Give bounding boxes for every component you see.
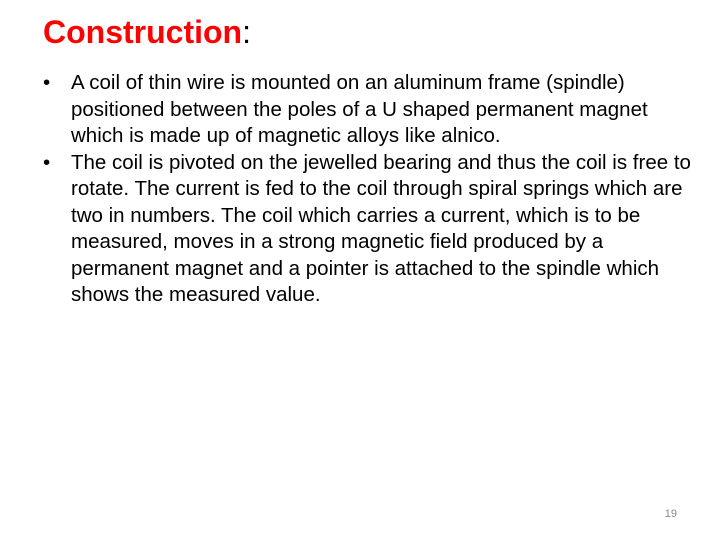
slide-title-colon: : — [242, 14, 251, 50]
bullet-text: A coil of thin wire is mounted on an aluminum frame (spindle) positioned between the poles of a U shaped permanent magnet which is made up of magnetic alloys like alnico. — [71, 71, 648, 147]
page-number: 19 — [664, 508, 677, 520]
bullet-item — [43, 150, 693, 309]
slide-title-text: Construction — [43, 14, 243, 50]
bullet-marker: • — [43, 71, 51, 94]
bullet-list — [43, 70, 693, 309]
slide-title — [43, 10, 251, 54]
bullet-marker: • — [43, 150, 51, 174]
bullet-text: The coil is pivoted on the jewelled bearing and thus the coil is free to rotate. The current is fed to the coil through spiral springs which are two in numbers. The coil which carries a current, which is to be measured, moves in a strong magnetic field produced by a permanent magnet and a pointer is attached to the spindle which shows the measured value. — [71, 150, 691, 306]
bullet-item — [43, 70, 693, 150]
